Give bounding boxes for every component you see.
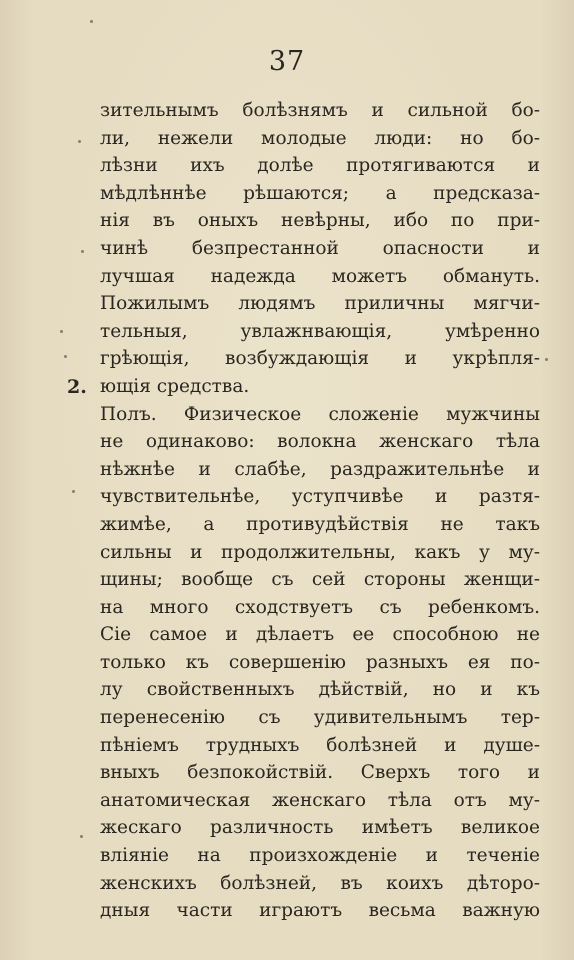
text-line: перенесенію съ удивительнымъ тер- <box>100 707 540 729</box>
paper-speck <box>64 355 67 358</box>
text-line: лѣзни ихъ долѣе протягиваются и <box>100 155 540 177</box>
text-line: чувствительнѣе, уступчивѣе и разтя- <box>100 486 540 508</box>
text-line: пѣніемъ трудныхъ болѣзней и душе- <box>100 734 540 756</box>
text-line: нія въ оныхъ невѣрны, ибо по при- <box>100 210 540 232</box>
text-line: лучшая надежда можетъ обмануть. <box>100 265 540 287</box>
text-line: сильны и продолжительны, какъ у му- <box>100 541 540 563</box>
text-line: вліяніе на произхожденіе и теченіе <box>100 845 540 867</box>
text-line: грѣющія, возбуждающія и укрѣпля- <box>100 348 540 370</box>
text-line: Сіе самое и дѣлаетъ ее способною не <box>100 624 540 646</box>
text-line: женскихъ болѣзней, въ коихъ дѣторо- <box>100 872 540 894</box>
paper-speck <box>80 835 83 838</box>
paper-speck <box>78 140 81 143</box>
text-line: не одинаково: волокна женскаго тѣла <box>100 431 540 453</box>
text-line: зительнымъ болѣзнямъ и сильной бо- <box>100 100 540 121</box>
text-line: тельныя, увлажнвающія, умѣренно <box>100 320 540 342</box>
text-line: только къ совершенію разныхъ ея по- <box>100 651 540 673</box>
text-line: ющія средства. <box>100 375 250 397</box>
text-line: анатомическая женскаго тѣла отъ му- <box>100 789 540 811</box>
text-line: на много сходствуетъ съ ребенкомъ. <box>100 596 540 618</box>
text-line: вныхъ безпокойствій. Сверхъ того и <box>100 762 540 784</box>
text-line: чинѣ безпрестанной опасности и <box>100 237 540 259</box>
paper-speck <box>72 490 75 493</box>
text-line: Полъ. Физическое сложеніе мужчины <box>100 403 540 425</box>
text-line: мѣдлѣннѣе рѣшаются; а предсказа- <box>100 182 540 204</box>
paper-speck <box>545 358 548 361</box>
text-line: щины; вообще съ сей стороны женщи- <box>100 569 540 591</box>
text-line: лу свойственныхъ дѣйствій, но и къ <box>100 679 540 701</box>
paper-speck <box>60 330 63 333</box>
text-line: нѣжнѣе и слабѣе, раздражительнѣе и <box>100 458 540 480</box>
body-text <box>100 97 540 925</box>
paper-speck <box>81 250 84 253</box>
text-line: жескаго различность имѣетъ великое <box>100 817 540 839</box>
text-line: ли, нежели молодые люди: но бо- <box>100 127 540 149</box>
page-number: 37 <box>268 46 306 77</box>
section-number: 2. <box>67 376 87 398</box>
text-line: жимѣе, а противудѣйствія не такъ <box>100 513 540 535</box>
paper-speck <box>90 20 93 23</box>
text-line: дныя части играютъ весьма важную <box>100 900 540 922</box>
text-line: Пожилымъ людямъ приличны мягчи- <box>100 293 540 315</box>
